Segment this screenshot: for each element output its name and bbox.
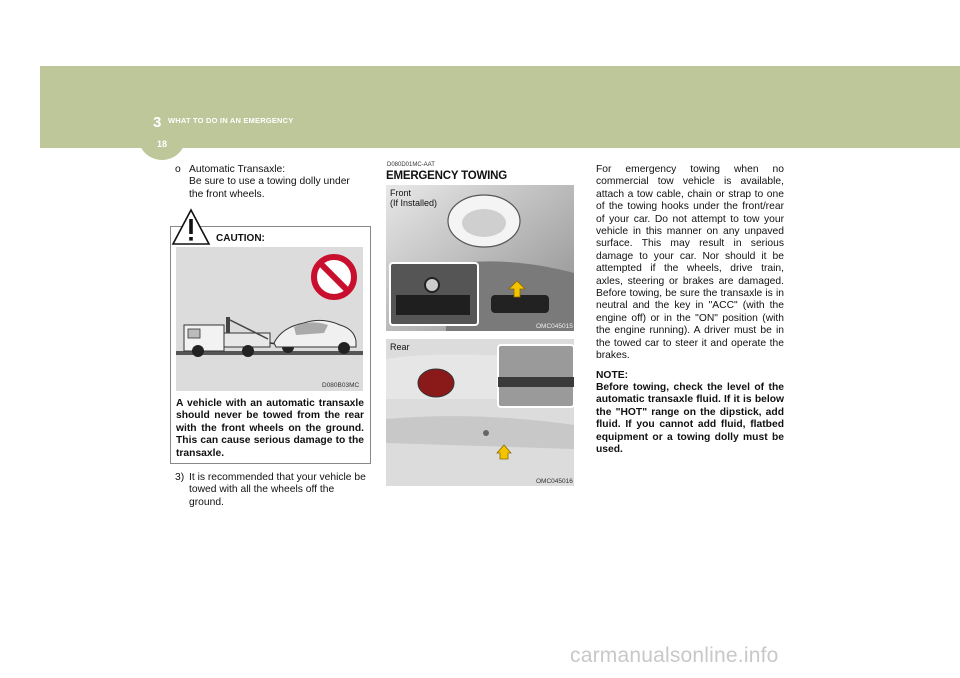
emergency-towing-text bbox=[596, 164, 784, 456]
item-body: Be sure to use a towing dolly under the front wheels. bbox=[189, 176, 350, 200]
front-towing-hook-photo bbox=[386, 185, 574, 331]
caution-text: A vehicle with an automatic transaxle should never be towed from the rear with the front wheels on the ground. This can cause serious damage to the transaxle. bbox=[176, 398, 364, 459]
note-text: Before towing, check the level of the automatic transaxle fluid. If it is below the "HOT" range on the dipstick, add fluid. If you cannot add fluid, flatbed equipment or a towing dolly must be used. bbox=[596, 381, 784, 455]
item-number: 3) bbox=[175, 472, 185, 483]
photo-code: D080B03MC bbox=[322, 382, 360, 389]
page-number: 18 bbox=[156, 139, 167, 149]
front-photo-code: OMC045015 bbox=[536, 323, 573, 330]
front-label-line1: Front bbox=[390, 188, 412, 198]
section-code: D080D01MC-AAT bbox=[387, 162, 435, 168]
rear-label: Rear bbox=[390, 342, 410, 352]
item-3-text: It is recommended that your vehicle be towed with all the wheels off the ground. bbox=[189, 472, 366, 508]
bullet-mark: o bbox=[175, 164, 181, 175]
towing-body: For emergency towing when no commercial tow vehicle is available, attach a tow cable, chain or strap to one of the towing hooks under the front/rear of your car. Do not attempt to tow your vehicle in this manner on any unpaved surface. This may result in serious damage to your car. Nor should it be attempted if the wheels, drive train, axles, steering or brakes are damaged. Before towing, be sure the transaxle is in neutral and the key in "ACC" (with the engine off) or in the "ON" position (with the engine running). A driver must be in the towed car to steer it and operate the brakes. bbox=[596, 164, 784, 362]
rear-towing-hook-photo bbox=[386, 339, 574, 486]
tow-truck-illustration bbox=[176, 247, 363, 391]
item-lead: Automatic Transaxle: bbox=[189, 164, 286, 175]
warning-triangle-icon bbox=[171, 208, 211, 246]
chapter-number: 3 bbox=[153, 114, 162, 131]
page-number-tab bbox=[138, 134, 186, 160]
rear-photo-image bbox=[386, 339, 574, 486]
note-label: NOTE: bbox=[596, 369, 629, 381]
watermark: carmanualsonline.info bbox=[570, 644, 779, 667]
caution-label: CAUTION: bbox=[216, 233, 265, 244]
front-label-line2: (If Installed) bbox=[390, 198, 438, 208]
chapter-title: WHAT TO DO IN AN EMERGENCY bbox=[168, 116, 294, 125]
automatic-transaxle-item bbox=[175, 164, 365, 201]
section-heading: EMERGENCY TOWING bbox=[386, 170, 507, 182]
rear-photo-code: OMC045016 bbox=[536, 478, 573, 485]
item-3 bbox=[175, 472, 367, 509]
tow-truck-image bbox=[176, 247, 363, 391]
